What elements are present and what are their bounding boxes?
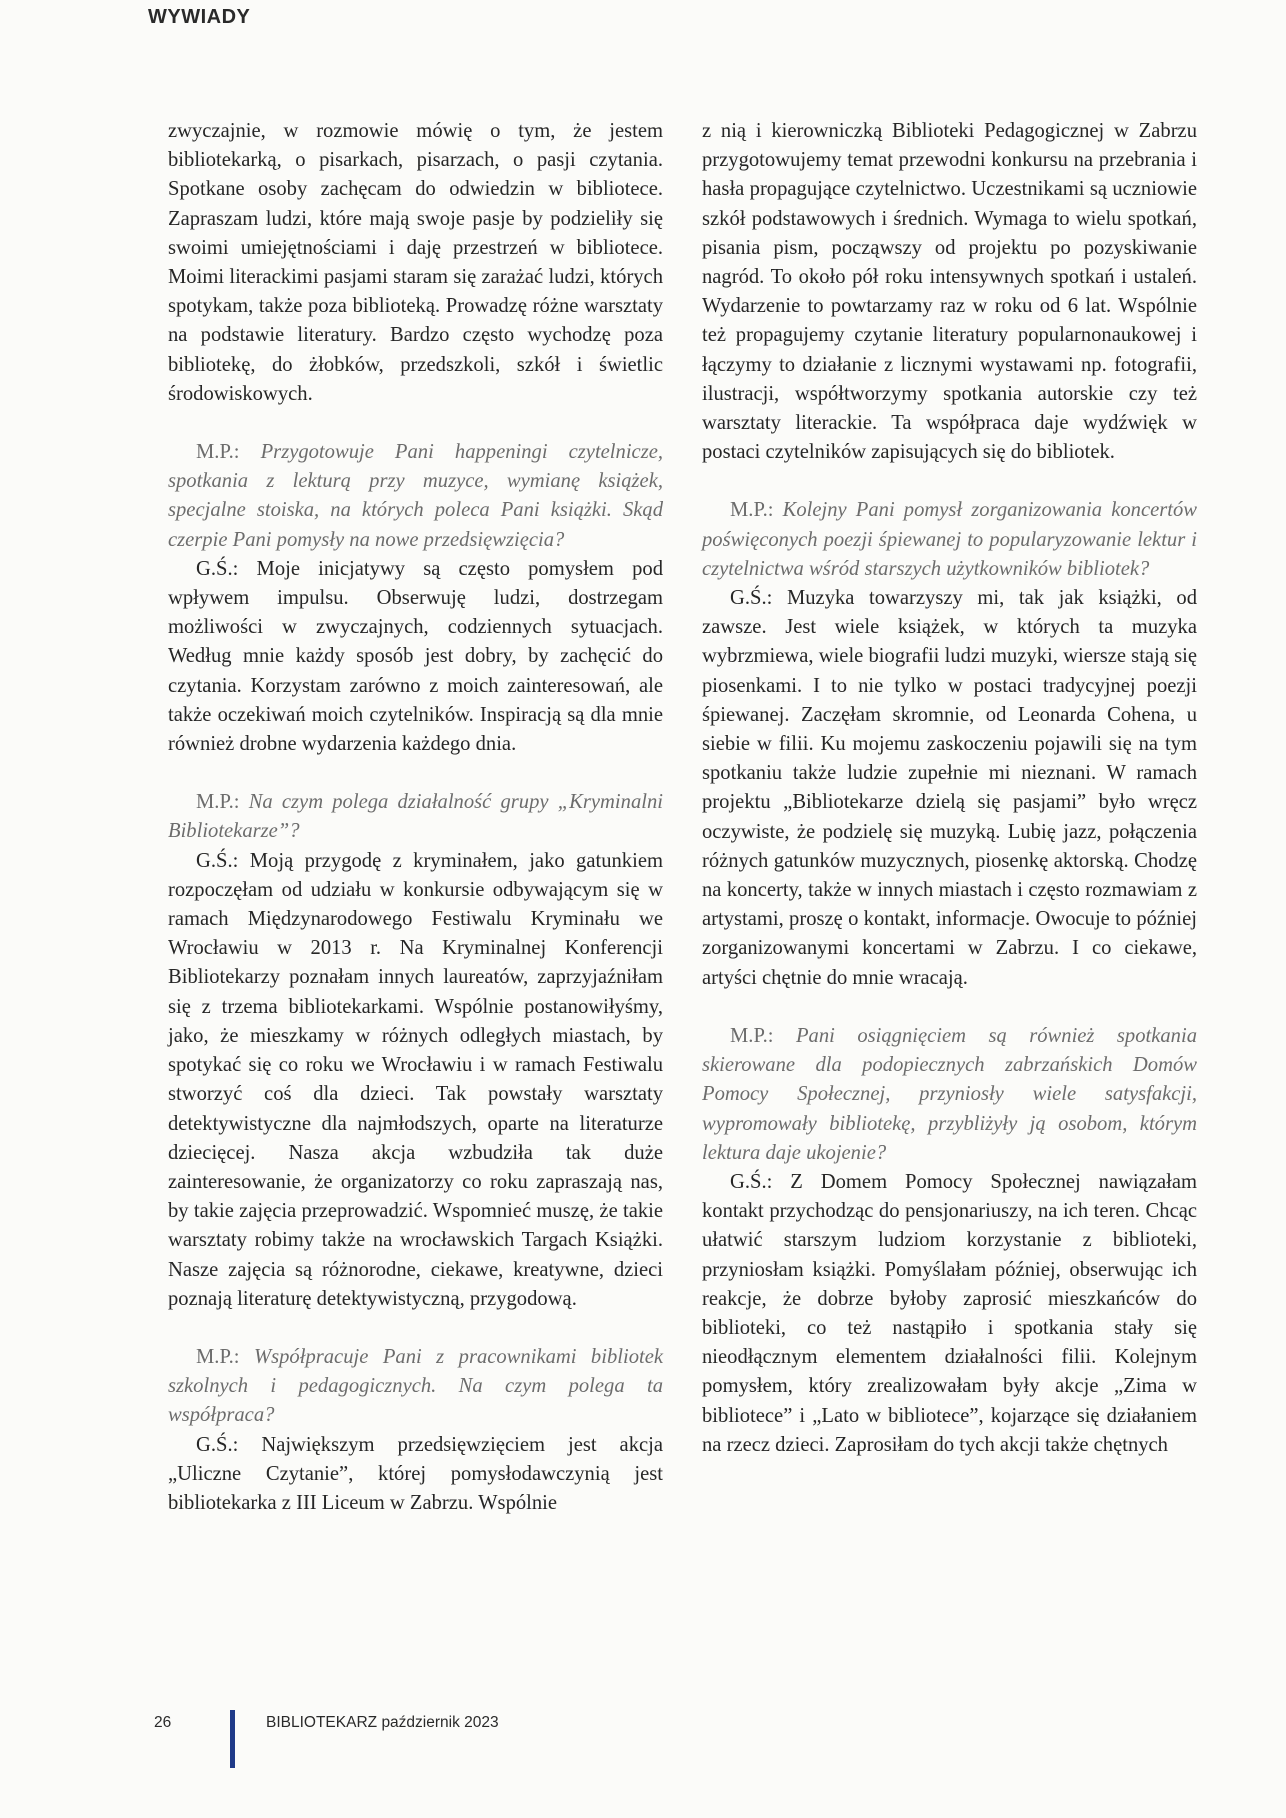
footer-accent-bar xyxy=(230,1710,235,1768)
question-paragraph: M.P.: Na czym polega działalność grupy „Kryminalni Bibliotekarze”? xyxy=(168,791,663,843)
speaker-label: G.Ś.: xyxy=(730,587,773,610)
publication-title: BIBLIOTEKARZ październik 2023 xyxy=(266,1714,499,1731)
question-paragraph: M.P.: Przygotowuje Pani happeningi czytelnicze, spotkania z lekturą przy muzyce, wymianę książek, specjalne stoiska, na których poleca Pani książki. Skąd czerpie Pani pomysły na nowe przedsięwzięcia? xyxy=(168,441,663,551)
speaker-label: G.Ś.: xyxy=(730,1170,773,1193)
answer-paragraph: G.Ś.: Największym przedsięwzięciem jest akcja „Uliczne Czytanie”, której pomysłodawczynią jest bibliotekarka z III Liceum w Zabrzu. Wspólnie xyxy=(168,1433,663,1514)
left-column xyxy=(168,117,663,1518)
speaker-label: G.Ś.: xyxy=(196,849,239,872)
question-paragraph: M.P.: Współpracuje Pani z pracownikami bibliotek szkolnych i pedagogicznych. Na czym polega ta współpraca? xyxy=(168,1345,663,1427)
speaker-label: M.P.: xyxy=(730,1024,774,1047)
speaker-label: G.Ś.: xyxy=(196,557,239,580)
page-number: 26 xyxy=(154,1714,172,1731)
answer-paragraph: G.Ś.: Z Domem Pomocy Społecznej nawiązałam kontakt przychodząc do pensjonariuszy, na ich teren. Chcąc ułatwić starszym ludziom korzystanie z biblioteki, przyniosłam książki. Pomyślałam później, obserwując ich reakcje, że dobrze byłoby zaprosić mieszkańców do biblioteki, co też nastąpiło i spotkania stały się nieodłącznym elementem działalności filii. Kolejnym pomysłem, który zrealizowałam były akcje „Zima w bibliotece” i „Lato w bibliotece”, kojarzące się działaniem na rzecz dzieci. Zaprosiłam do tych akcji także chętnych xyxy=(702,1170,1197,1456)
speaker-label: M.P.: xyxy=(196,1345,240,1368)
answer-paragraph: G.Ś.: Muzyka towarzyszy mi, tak jak książki, od zawsze. Jest wiele książek, w których ta muzyka wybrzmiewa, wiele biografii ludzi muzyki, wiersze stają się piosenkami. I to nie tylko w postaci tradycyjnej poezji śpiewanej. Zaczęłam skromnie, od Leonarda Cohena, u siebie w filii. Ku mojemu zaskoczeniu pojawili się na tym spotkaniu także ludzie zupełnie mi nieznani. W ramach projektu „Bibliotekarze dzielą się pasjami” było wręcz oczywiste, że podzielę się muzyką. Lubię jazz, połączenia różnych gatunków muzycznych, piosenkę aktorską. Chodzę na koncerty, także w innych miastach i często rozmawiam z artystami, proszę o kontakt, informacje. Owocuje to później zorganizowanymi koncertami w Zabrzu. I co ciekawe, artyści chętnie do mnie wracają. xyxy=(702,587,1197,989)
question-paragraph: M.P.: Kolejny Pani pomysł zorganizowania koncertów poświęconych poezji śpiewanej to popularyzowanie lektur i czytelnictwa wśród starszych użytkowników bibliotek? xyxy=(702,499,1197,580)
speaker-label: M.P.: xyxy=(196,791,240,814)
section-header: WYWIADY xyxy=(148,6,251,28)
question-paragraph: M.P.: Pani osiągnięciem są również spotkania skierowane dla podopiecznych zabrzańskich Domów Pomocy Społecznej, przyniosły wiele satysfakcji, wypromowały bibliotekę, przybliżyły ją osobom, którym lektura daje ukojenie? xyxy=(702,1024,1197,1164)
speaker-label: M.P.: xyxy=(196,441,240,464)
answer-paragraph: G.Ś.: Moją przygodę z kryminałem, jako gatunkiem rozpoczęłam od udziału w konkursie odbywającym się w ramach Międzynarodowego Festiwalu Kryminału we Wrocławiu w 2013 r. Na Kryminalnej Konferencji Bibliotekarzy poznałam innych laureatów, zaprzyjaźniłam się z trzema bibliotekarkami. Wspólnie postanowiłyśmy, jako, że mieszkamy w różnych odległych miastach, by spotykać się co roku we Wrocławiu i w ramach Festiwalu stworzyć coś dla dzieci. Tak powstały warsztaty detektywistyczne dla najmłodszych, oparte na literaturze dziecięcej. Nasza akcja wzbudziła tak duże zainteresowanie, że organizatorzy co roku zapraszają nas, by takie zajęcia przeprowadzić. Wspomnieć muszę, że takie warsztaty robimy także na wrocławskich Targach Książki. Nasze zajęcia są różnorodne, ciekawe, kreatywne, dzieci poznają literaturę detektywistyczną, przygodową. xyxy=(168,849,663,1310)
speaker-label: G.Ś.: xyxy=(196,1433,239,1456)
answer-paragraph: z nią i kierowniczką Biblioteki Pedagogicznej w Zabrzu przygotowujemy temat przewodni konkursu na przebrania i hasła propagujące czytelnictwo. Uczestnikami są uczniowie szkół podstawowych i średnich. Wymaga to wielu spotkań, pisania pism, począwszy od projektu po pozyskiwanie nagród. To około pół roku intensywnych spotkań i ustaleń. Wydarzenie to powtarzamy raz w roku od 6 lat. Wspólnie też propagujemy czytanie literatury popularnonaukowej i łączymy to działanie z licznymi wystawami np. fotografii, ilustracji, współtworzymy spotkania autorskie czy też warsztaty literackie. Ta współpraca daje wydźwięk w postaci czytelników zapisujących się do bibliotek. xyxy=(702,120,1197,464)
answer-paragraph: zwyczajnie, w rozmowie mówię o tym, że jestem bibliotekarką, o pisarkach, pisarzach, o pasji czytania. Spotkane osoby zachęcam do odwiedzin w bibliotece. Zapraszam ludzi, które mają swoje pasje by podzieliły się swoimi umiejętnościami i daję przestrzeń w bibliotece. Moimi literackimi pasjami staram się zarażać ludzi, których spotykam, także poza biblioteką. Prowadzę różne warsztaty na podstawie literatury. Bardzo często wychodzę poza bibliotekę, do żłobków, przedszkoli, szkół i świetlic środowiskowych. xyxy=(168,120,663,405)
answer-paragraph: G.Ś.: Moje inicjatywy są często pomysłem pod wpływem impulsu. Obserwuję ludzi, dostrzegam możliwości w zwyczajnych, codziennych sytuacjach. Według mnie każdy sposób jest dobry, by zachęcić do czytania. Korzystam zarówno z moich zainteresowań, ale także oczekiwań moich czytelników. Inspiracją są dla mnie również drobne wydarzenia każdego dnia. xyxy=(168,557,663,756)
right-column xyxy=(702,117,1197,1460)
speaker-label: M.P.: xyxy=(730,499,774,522)
